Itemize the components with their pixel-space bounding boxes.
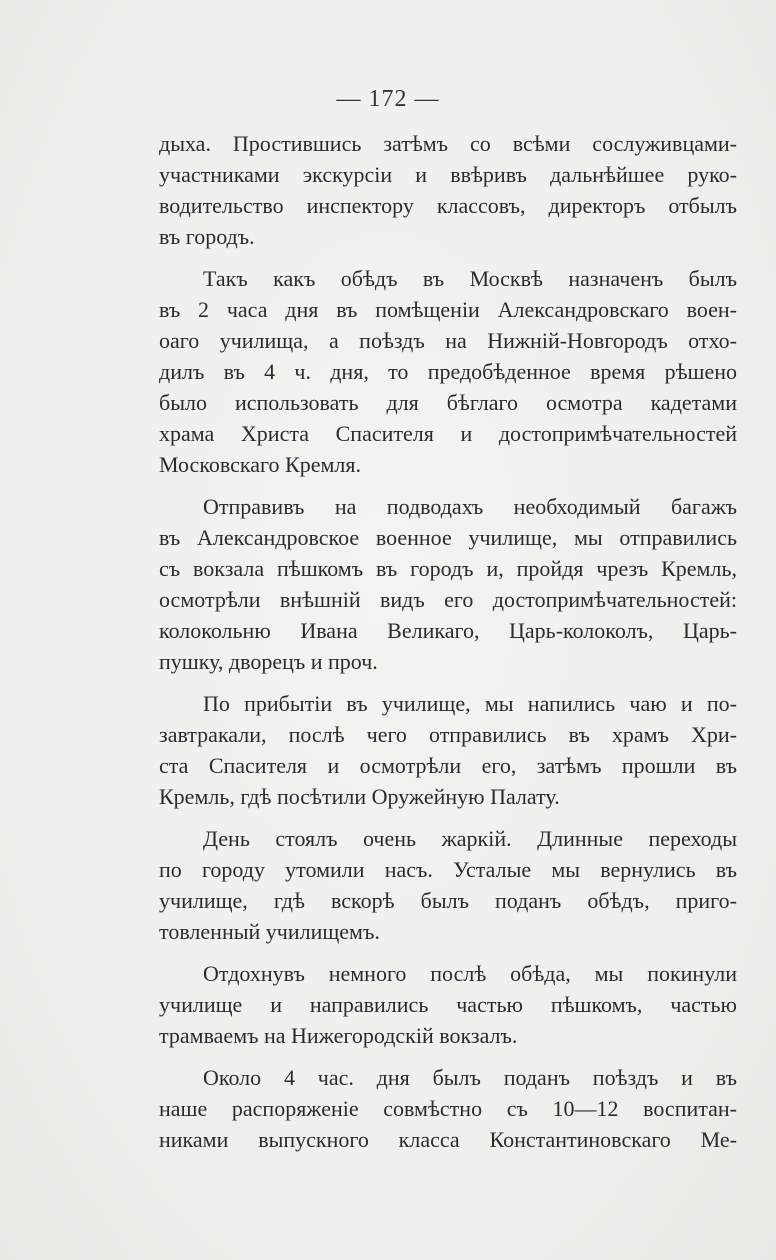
text-line: Отдохнувъ немного послѣ обѣда, мы покинули <box>203 961 737 986</box>
text-line: пушку, дворецъ и проч. <box>159 649 378 674</box>
text-line: училище, гдѣ вскорѣ былъ поданъ обѣдъ, приго- <box>159 888 737 913</box>
body-text <box>159 128 737 1166</box>
text-line: дыха. Простившись затѣмъ со всѣми сослуживцами- <box>159 131 737 156</box>
text-line: Отправивъ на подводахъ необходимый багажъ <box>203 494 737 519</box>
paragraph <box>159 688 737 812</box>
text-line: День стоялъ очень жаркій. Длинные переходы <box>203 826 737 851</box>
text-line: училище и направились частью пѣшкомъ, частью <box>159 992 737 1017</box>
paragraph <box>159 1062 737 1155</box>
text-line: Московскаго Кремля. <box>159 452 361 477</box>
text-line: было использовать для бѣглаго осмотра кадетами <box>159 390 737 415</box>
paragraph <box>159 823 737 947</box>
paragraph <box>159 958 737 1051</box>
text-line: Такъ какъ обѣдъ въ Москвѣ назначенъ былъ <box>203 266 737 291</box>
text-line: никами выпускного класса Константиновскаго Ме- <box>159 1127 737 1152</box>
text-line: ста Спасителя и осмотрѣли его, затѣмъ прошли въ <box>159 753 737 778</box>
paragraph <box>159 491 737 677</box>
text-line: въ городъ. <box>159 224 255 249</box>
paragraph <box>159 128 737 252</box>
text-line: храма Христа Спасителя и достопримѣчательностей <box>159 421 737 446</box>
text-line: наше распоряженіе совмѣстно съ 10—12 воспитан- <box>159 1096 737 1121</box>
text-line: по городу утомили насъ. Усталые мы вернулись въ <box>159 857 737 882</box>
text-line: завтракали, послѣ чего отправились въ храмъ Хри- <box>159 722 737 747</box>
text-line: съ вокзала пѣшкомъ въ городъ и, пройдя чрезъ Кремль, <box>159 556 737 581</box>
text-line: водительство инспектору классовъ, директоръ отбылъ <box>159 193 737 218</box>
text-line: дилъ въ 4 ч. дня, то предобѣденное время рѣшено <box>159 359 737 384</box>
text-line: Около 4 час. дня былъ поданъ поѣздъ и въ <box>203 1065 737 1090</box>
text-line: осмотрѣли внѣшній видъ его достопримѣчательностей: <box>159 587 737 612</box>
text-line: трамваемъ на Нижегородскій вокзалъ. <box>159 1023 518 1048</box>
paragraph <box>159 263 737 480</box>
text-line: участниками экскурсіи и ввѣривъ дальнѣйшее руко- <box>159 162 737 187</box>
text-line: По прибытіи въ училище, мы напились чаю и по- <box>203 691 737 716</box>
text-line: въ 2 часа дня въ помѣщеніи Александровскаго воен- <box>159 297 737 322</box>
text-line: въ Александровское военное училище, мы отправились <box>159 525 737 550</box>
text-line: колокольню Ивана Великаго, Царь-колоколъ, Царь- <box>159 618 737 643</box>
text-line: Кремль, гдѣ посѣтили Оружейную Палату. <box>159 784 560 809</box>
text-line: товленный училищемъ. <box>159 919 380 944</box>
page-number: — 172 — <box>336 86 440 112</box>
text-line: оаго училища, а поѣздъ на Нижній-Новгородъ отхо- <box>159 328 737 353</box>
